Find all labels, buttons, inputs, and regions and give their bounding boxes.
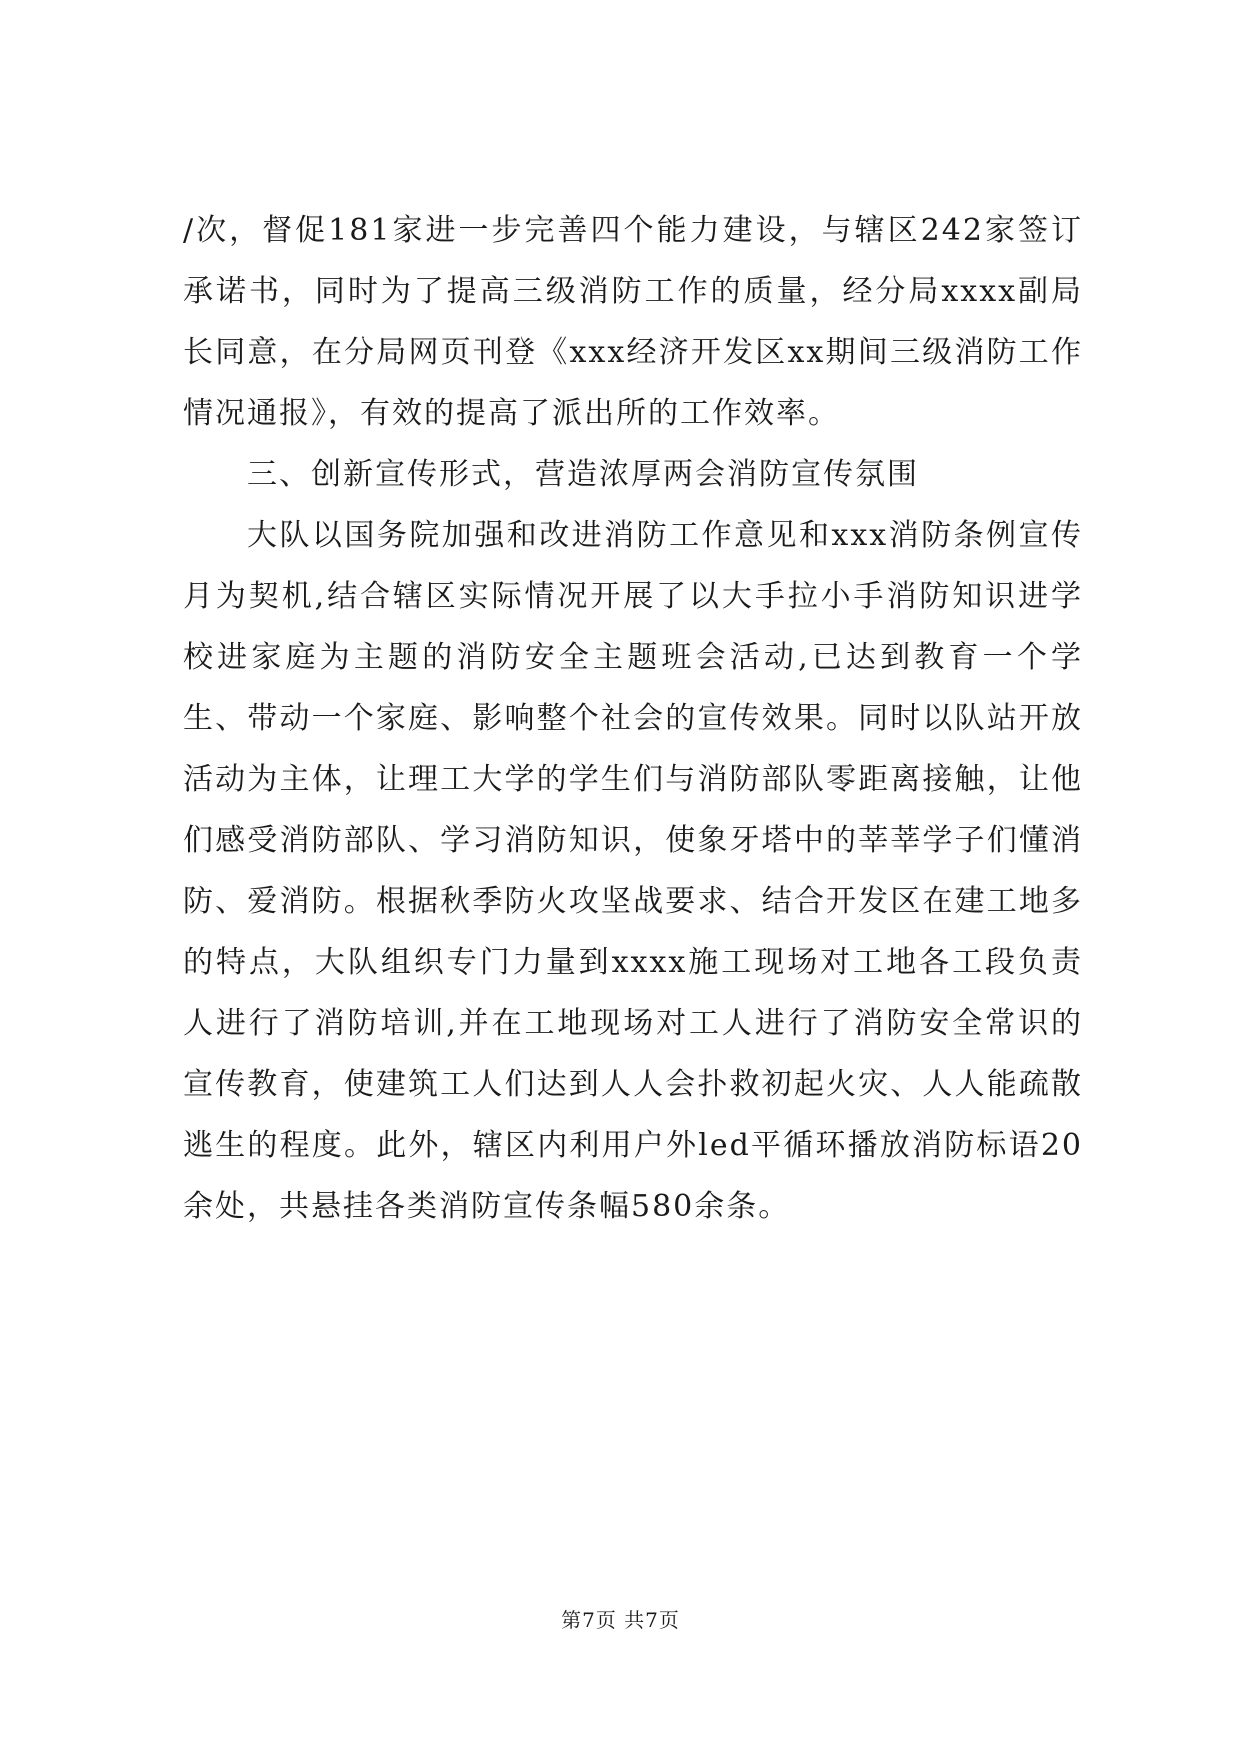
document-body <box>183 200 1083 1237</box>
body-paragraph: /次，督促181家进一步完善四个能力建设，与辖区242家签订承诺书，同时为了提高三级消防工作的质量，经分局xxxx副局长同意，在分局网页刊登《xxx经济开发区xx期间三级消防工作情况通报》，有效的提高了派出所的工作效率。 <box>183 213 1083 431</box>
page-number-footer: 第7页 共7页 <box>561 1608 680 1632</box>
section-heading: 三、创新宣传形式，营造浓厚两会消防宣传氛围 <box>247 457 919 492</box>
body-paragraph: 大队以国务院加强和改进消防工作意见和xxx消防条例宣传月为契机,结合辖区实际情况开展了以大手拉小手消防知识进学校进家庭为主题的消防安全主题班会活动,已达到教育一个学生、带动一个家庭、影响整个社会的宣传效果。同时以队站开放活动为主体，让理工大学的学生们与消防部队零距离接触，让他们感受消防部队、学习消防知识，使象牙塔中的莘莘学子们懂消防、爱消防。根据秋季防火攻坚战要求、结合开发区在建工地多的特点，大队组织专门力量到xxxx施工现场对工地各工段负责人进行了消防培训,并在工地现场对工人进行了消防安全常识的宣传教育，使建筑工人们达到人人会扑救初起火灾、人人能疏散逃生的程度。此外，辖区内利用户外led平循环播放消防标语20余处，共悬挂各类消防宣传条幅580余条。 <box>183 518 1083 1224</box>
